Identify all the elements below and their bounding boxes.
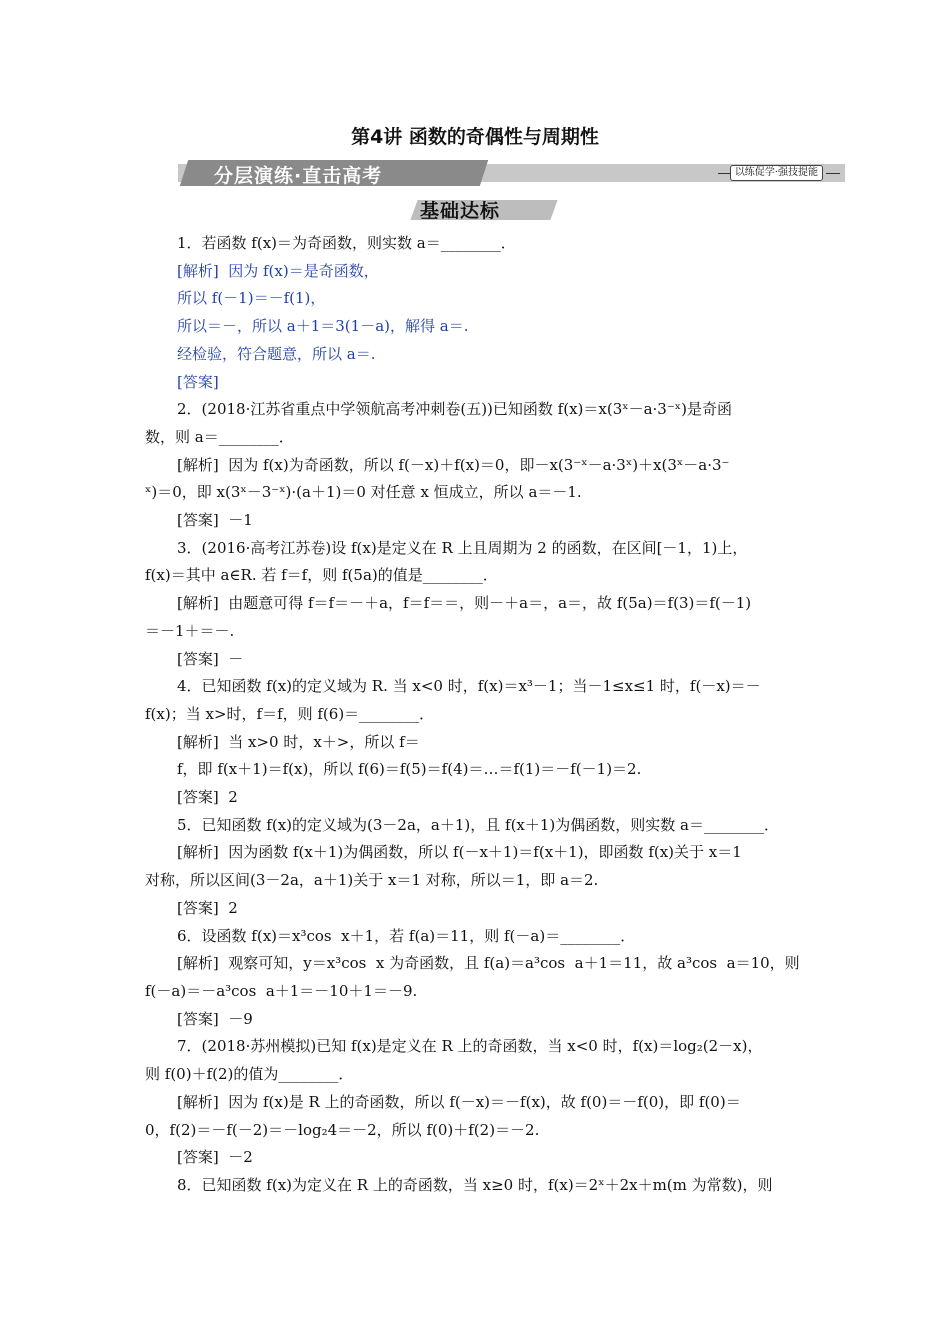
text-line: 所以 f(－1)＝－f(1)， <box>177 289 326 308</box>
text-line: [解析] 因为 f(x)＝是奇函数， <box>177 261 379 280</box>
text-line: 对称，所以区间(3－2a，a＋1)关于 x＝1 对称，所以＝1，即 a＝2. <box>145 871 599 890</box>
text-line: [解析] 当 x>0 时，x＋>，所以 f＝ <box>177 732 420 751</box>
text-line: 3．(2016·高考江苏卷)设 f(x)是定义在 R 上且周期为 2 的函数，在区间[－1，1)上， <box>177 538 748 557</box>
text-line: f(x)＝其中 a∈R. 若 f＝f，则 f(5a)的值是________． <box>145 566 498 585</box>
text-line: [答案] －9 <box>177 1009 253 1028</box>
text-line: [答案] －2 <box>177 1148 253 1167</box>
text-line: 2．(2018·江苏省重点中学领航高考冲刺卷(五))已知函数 f(x)＝x(3ˣ－a·3⁻ˣ)是奇函 <box>177 400 732 419</box>
text-line: f(x)；当 x>时，f＝f，则 f(6)＝________． <box>145 704 435 723</box>
text-line: [答案] <box>177 372 219 391</box>
text-line: 7．(2018·苏州模拟)已知 f(x)是定义在 R 上的奇函数，当 x<0 时，f(x)＝log₂(2－x)， <box>177 1037 763 1056</box>
banner-divider-right <box>826 173 840 174</box>
text-line: [答案] － <box>177 649 244 668</box>
text-line: ˣ)＝0，即 x(3ˣ－3⁻ˣ)·(a＋1)＝0 对任意 x 恒成立，所以 a＝－1. <box>145 483 582 502</box>
text-line: 0，f(2)＝－f(－2)＝－log₂4＝－2，所以 f(0)＋f(2)＝－2. <box>145 1120 540 1139</box>
text-line: f，即 f(x＋1)＝f(x)，所以 f(6)＝f(5)＝f(4)＝…＝f(1)＝－f(－1)＝2. <box>177 760 642 779</box>
text-line: ＝－1＋＝－. <box>145 621 235 640</box>
text-line: [解析] 由题意可得 f＝f＝－＋a，f＝f＝＝，则－＋a＝，a＝，故 f(5a)＝f(3)＝f(－1) <box>177 594 752 613</box>
section-heading-box <box>404 196 560 224</box>
text-line: [解析] 因为函数 f(x＋1)为偶函数，所以 f(－x＋1)＝f(x＋1)，即函数 f(x)关于 x＝1 <box>177 843 742 862</box>
text-line: 经检验，符合题意，所以 a＝. <box>177 344 376 363</box>
document-body <box>145 230 810 1200</box>
text-line: 4．已知函数 f(x)的定义域为 R. 当 x<0 时，f(x)＝x³－1；当－1≤x≤1 时，f(－x)＝－ <box>177 677 761 696</box>
banner-left-text: 分层演练·直击高考 <box>214 165 383 187</box>
text-line: [解析] 因为 f(x)是 R 上的奇函数，所以 f(－x)＝－f(x)，故 f(0)＝－f(0)，即 f(0)＝ <box>177 1092 741 1111</box>
section-heading: 基础达标 <box>420 200 501 222</box>
text-line: 1．若函数 f(x)＝为奇函数，则实数 a＝________． <box>177 234 516 252</box>
text-line: [答案] 2 <box>177 788 238 807</box>
text-line: 6．设函数 f(x)＝x³cos x＋1，若 f(a)＝11，则 f(－a)＝________． <box>177 926 636 945</box>
text-line: [解析] 因为 f(x)为奇函数，所以 f(－x)＋f(x)＝0，即－x(3⁻ˣ－a·3ˣ)＋x(3ˣ－a·3⁻ <box>177 455 730 474</box>
text-line: 5．已知函数 f(x)的定义域为(3－2a，a＋1)，且 f(x＋1)为偶函数，则实数 a＝________． <box>177 815 779 834</box>
text-line: f(－a)＝－a³cos a＋1＝－10＋1＝－9. <box>145 981 418 1000</box>
text-line: [解析] 观察可知，y＝x³cos x 为奇函数，且 f(a)＝a³cos a＋1＝11，故 a³cos a＝10，则 <box>177 954 800 973</box>
section-banner <box>178 160 845 186</box>
text-line: 则 f(0)＋f(2)的值为________． <box>145 1065 354 1084</box>
page-title: 第4讲 函数的奇偶性与周期性 <box>351 126 599 148</box>
text-line: [答案] 2 <box>177 898 238 917</box>
text-line: [答案] －1 <box>177 511 253 530</box>
text-line: 所以＝－，所以 a＋1＝3(1－a)，解得 a＝. <box>177 317 469 336</box>
banner-right-tag: 以练促学·强技提能 <box>730 165 823 181</box>
text-line: 8．已知函数 f(x)为定义在 R 上的奇函数，当 x≥0 时，f(x)＝2ˣ＋2x＋m(m 为常数)，则 <box>177 1175 773 1194</box>
text-line: 数，则 a＝________． <box>145 427 294 446</box>
